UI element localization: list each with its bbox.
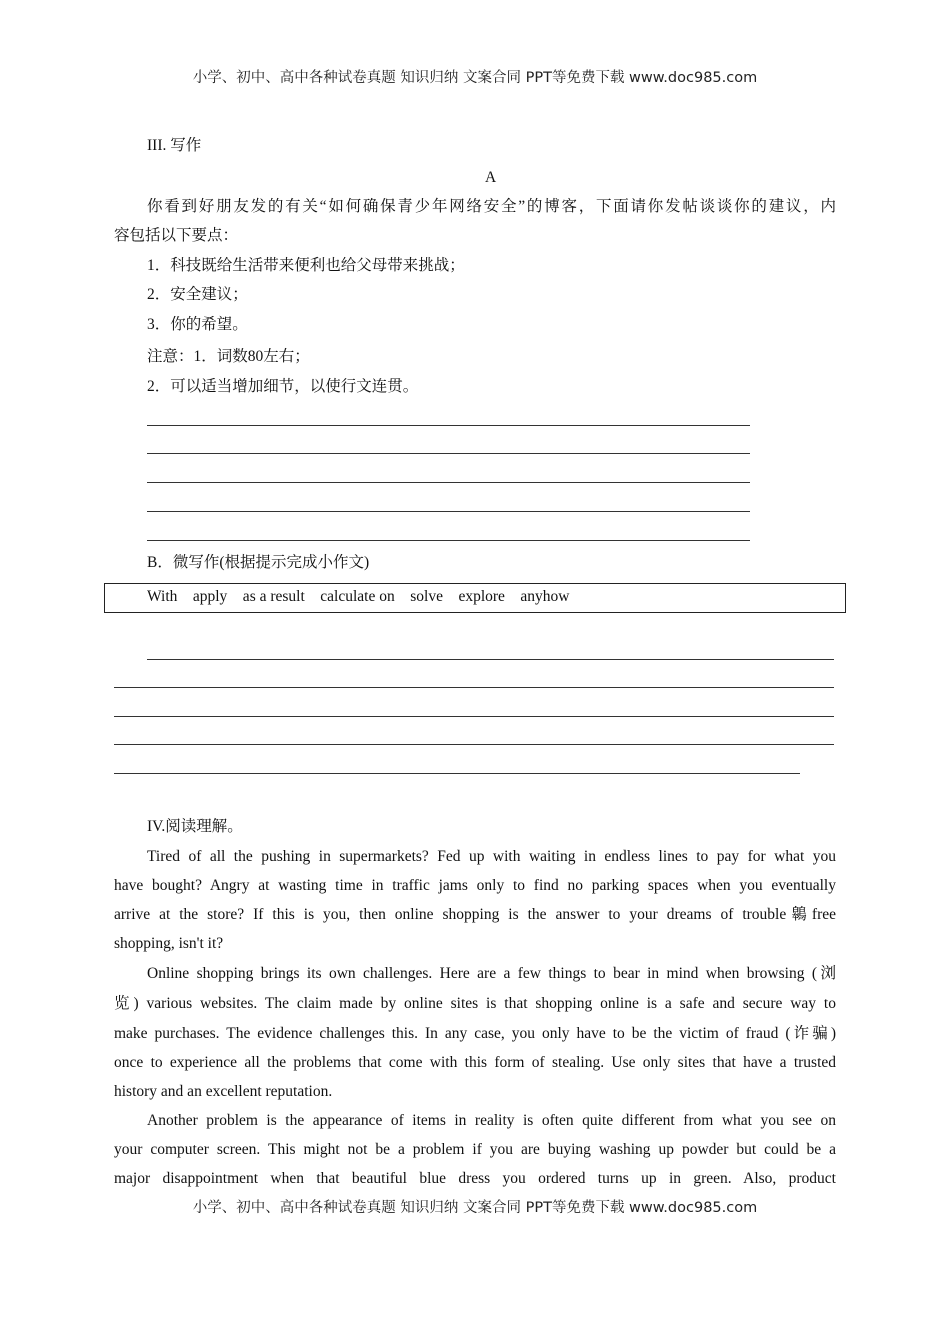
page-header: 小学、初中、高中各种试卷真题 知识归纳 文案合同 PPT等免费下载 www.doc985.com	[192, 70, 758, 86]
answer-line[interactable]	[147, 482, 750, 483]
answer-line[interactable]	[147, 453, 750, 454]
answer-line[interactable]	[114, 687, 834, 688]
passage-line: once to experience all the problems that come with this form of stealing. Use only sites that have a trusted	[114, 1054, 836, 1071]
page-footer: 小学、初中、高中各种试卷真题 知识归纳 文案合同 PPT等免费下载 www.doc985.com	[192, 1200, 758, 1216]
answer-line[interactable]	[114, 744, 834, 745]
point-item: 2．安全建议；	[147, 286, 248, 303]
passage-line: shopping, isn't it?	[114, 935, 224, 952]
section-title-reading: IV.阅读理解。	[147, 818, 243, 835]
answer-line[interactable]	[147, 425, 750, 426]
section-title-writing: III. 写作	[147, 137, 202, 154]
passage-line: major disappointment when that beautiful blue dress you ordered turns up in green. Also, product	[114, 1170, 836, 1187]
passage-line: your computer screen. This might not be a problem if you are buying washing up powder but could be a	[114, 1141, 836, 1158]
part-b-label: B．微写作(根据提示完成小作文)	[147, 554, 370, 571]
keyword-box	[104, 583, 846, 613]
passage-line: Another problem is the appearance of items in reality is often quite different from what you see on	[147, 1112, 836, 1129]
answer-line[interactable]	[147, 511, 750, 512]
part-a-label: A	[485, 169, 497, 186]
note-item: 2．可以适当增加细节，以使行文连贯。	[147, 378, 419, 395]
passage-line: 览) various websites. The claim made by online sites is that shopping online is a safe and secure way to	[114, 995, 836, 1012]
prompt-line: 容包括以下要点：	[114, 227, 239, 244]
note-item: 注意：1．词数80左右；	[147, 348, 310, 365]
passage-line: Online shopping brings its own challenges. Here are a few things to bear in mind when browsing (浏	[147, 965, 836, 982]
point-item: 3．你的希望。	[147, 316, 248, 333]
passage-line: Tired of all the pushing in supermarkets? Fed up with waiting in endless lines to pay for what you	[147, 848, 836, 865]
answer-line[interactable]	[147, 540, 750, 541]
passage-line: history and an excellent reputation.	[114, 1083, 333, 1100]
prompt-line: 你看到好朋友发的有关“如何确保青少年网络安全”的博客，下面请你发帖谈谈你的建议，内	[147, 198, 836, 215]
answer-line[interactable]	[114, 716, 834, 717]
point-item: 1．科技既给生活带来便利也给父母带来挑战；	[147, 257, 465, 274]
answer-line[interactable]	[114, 773, 800, 774]
passage-line: have bought? Angry at wasting time in traffic jams only to find no parking spaces when you eventually	[114, 877, 836, 894]
passage-line: make purchases. The evidence challenges this. In any case, you only have to be the victim of fraud (诈骗)	[114, 1025, 836, 1042]
answer-line[interactable]	[147, 659, 834, 660]
keyword-list: With apply as a result calculate on solve explore anyhow	[147, 588, 570, 605]
passage-line: arrive at the store? If this is you, then online shopping is the answer to your dreams of trouble鷎free	[114, 906, 836, 923]
